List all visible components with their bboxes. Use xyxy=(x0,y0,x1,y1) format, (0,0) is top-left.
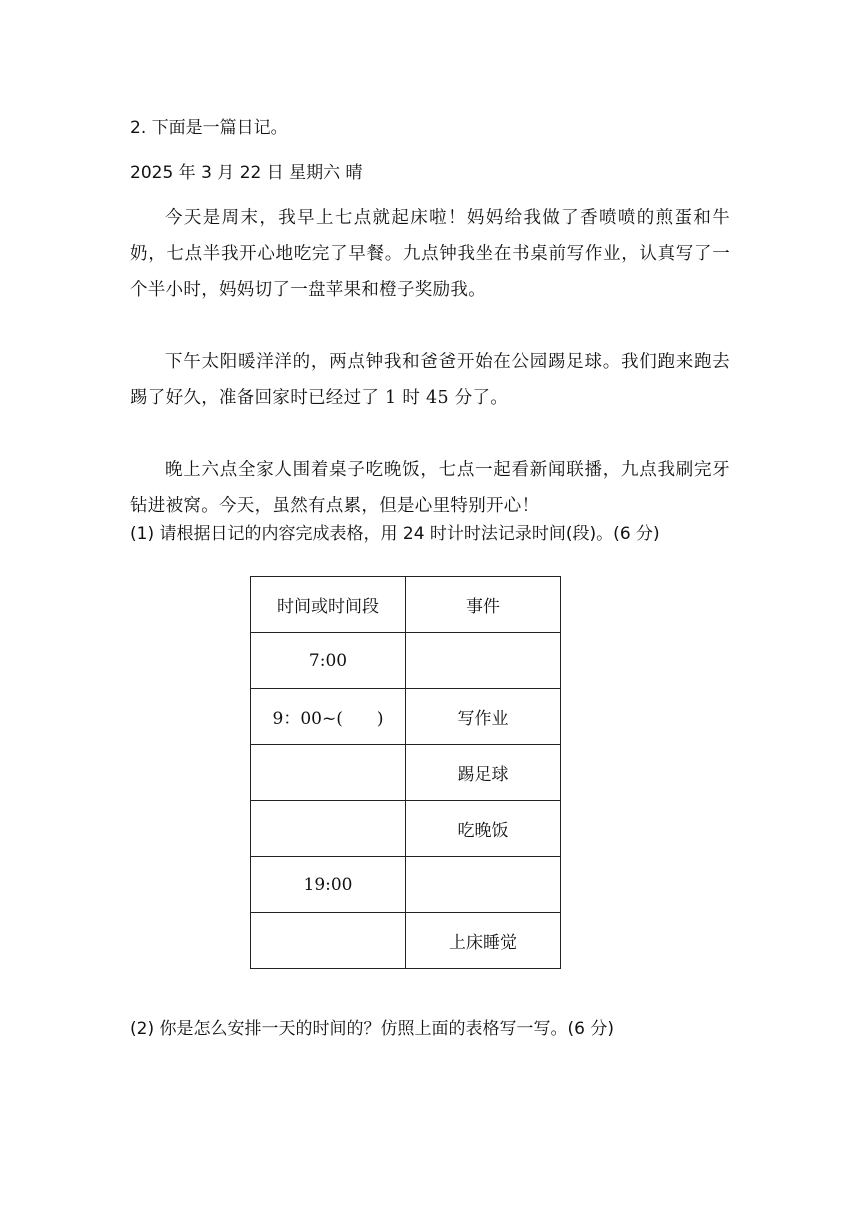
table-row xyxy=(251,689,561,745)
table-row xyxy=(251,801,561,857)
event-cell: 写作业 xyxy=(406,689,561,745)
header-time: 时间或时间段 xyxy=(251,577,406,633)
event-cell: 踢足球 xyxy=(406,745,561,801)
time-cell: 19:00 xyxy=(251,857,406,913)
question-title: 2. 下面是一篇日记。 xyxy=(130,118,288,138)
time-cell[interactable] xyxy=(251,801,406,857)
event-cell: 吃晚饭 xyxy=(406,801,561,857)
table-row xyxy=(251,857,561,913)
schedule-table xyxy=(250,576,561,969)
diary-paragraph-evening: 晚上六点全家人围着桌子吃晚饭，七点一起看新闻联播，九点我刷完牙钻进被窝。今天，虽然有点累，但是心里特别开心！ xyxy=(130,460,730,516)
diary-date-line: 2025 年 3 月 22 日 星期六 晴 xyxy=(130,163,363,183)
time-cell[interactable] xyxy=(251,745,406,801)
table-row xyxy=(251,745,561,801)
time-cell[interactable] xyxy=(251,913,406,969)
header-event: 事件 xyxy=(406,577,561,633)
table-row xyxy=(251,913,561,969)
event-cell[interactable] xyxy=(406,857,561,913)
table-row xyxy=(251,633,561,689)
diary-paragraph-afternoon: 下午太阳暖洋洋的，两点钟我和爸爸开始在公园踢足球。我们跑来跑去踢了好久，准备回家时已经过了 1 时 45 分了。 xyxy=(130,352,730,408)
event-cell[interactable] xyxy=(406,633,561,689)
event-cell: 上床睡觉 xyxy=(406,913,561,969)
time-cell[interactable]: 7:00 xyxy=(251,633,406,689)
part2-prompt: (2) 你是怎么安排一天的时间的？仿照上面的表格写一写。(6 分) xyxy=(130,1019,614,1039)
diary-paragraph-morning: 今天是周末，我早上七点就起床啦！妈妈给我做了香喷喷的煎蛋和牛奶，七点半我开心地吃完了早餐。九点钟我坐在书桌前写作业，认真写了一个半小时，妈妈切了一盘苹果和橙子奖励我。 xyxy=(130,208,730,300)
table-header-row xyxy=(251,577,561,633)
time-cell[interactable]: 9：00~( ) xyxy=(251,689,406,745)
part1-prompt: (1) 请根据日记的内容完成表格，用 24 时计时法记录时间(段)。(6 分) xyxy=(130,524,660,544)
